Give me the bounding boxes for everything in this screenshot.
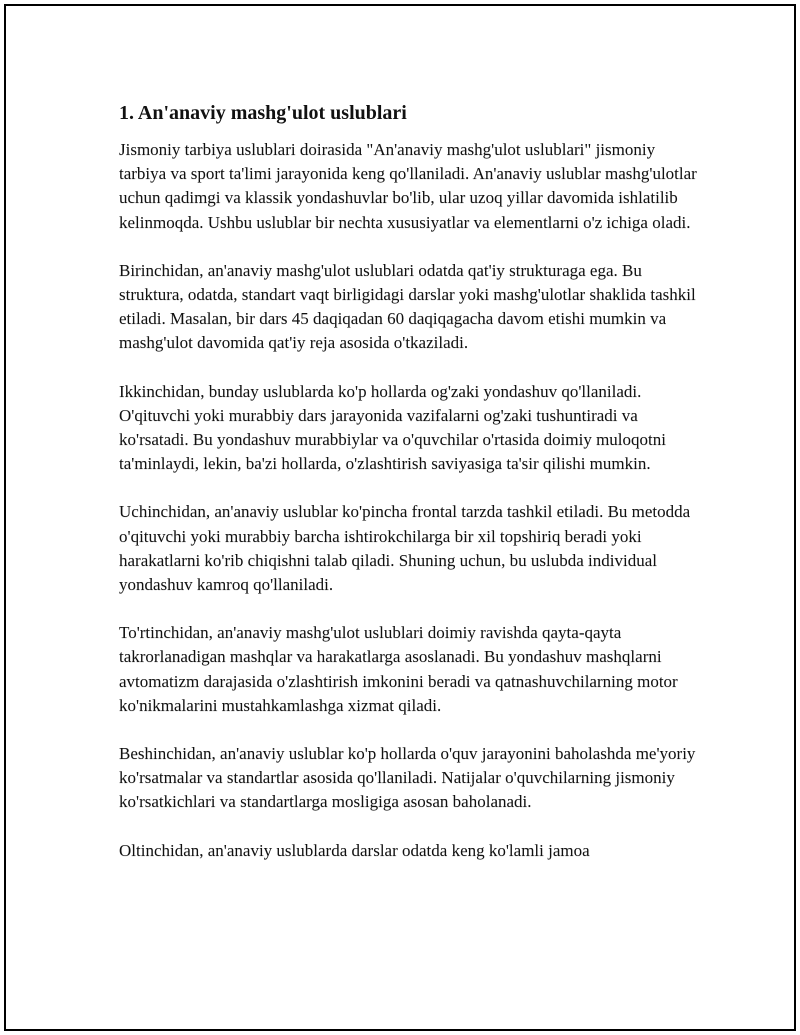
paragraph-7: Oltinchidan, an'anaviy uslublarda darslar odatda keng ko'lamli jamoa [119, 840, 590, 860]
paragraph-2: Birinchidan, an'anaviy mashg'ulot uslublari odatda qat'iy strukturaga ega. Bu struktura, odatda, standart vaqt birligidagi darslar yoki mashg'ulotlar shaklida tashkil etiladi. Masalan, bir dars 45 daqiqadan 60 daqiqagacha davom etishi mumkin va mashg'ulot davomida qat'iy reja asosida o'tkaziladi. [119, 260, 696, 353]
paragraph-6: Beshinchidan, an'anaviy uslublar ko'p hollarda o'quv jarayonini baholashda me'yoriy ko'rsatmalar va standartlar asosida qo'llaniladi. Natijalar o'quvchilarning jismoniy ko'rsatkichlari va standartlarga mosligiga asosan baholanadi. [119, 744, 696, 812]
paragraph-1: Jismoniy tarbiya uslublari doirasida "An'anaviy mashg'ulot uslublari" jismoniy tarbiya va sport ta'limi jarayonida keng qo'llaniladi. An'anaviy uslublar mashg'ulotlar uchun qadimgi va klassik yondashuvlar bo'lib, ular uzoq yillar davomida ishlatilib kelinmoqda. Ushbu uslublar bir nechta xususiyatlar va elementlarni o'z ichiga oladi. [119, 140, 697, 232]
document-body [119, 138, 699, 863]
document-page [4, 4, 796, 1031]
paragraph-5: To'rtinchidan, an'anaviy mashg'ulot uslublari doimiy ravishda qayta-qayta takrorlanadigan mashqlar va harakatlarga asoslanadi. Bu yondashuv mashqlarni avtomatizm darajasida o'zlashtirish imkonini beradi va qatnashuvchilarning motor ko'nikmalarini mustahkamlashga xizmat qiladi. [119, 623, 678, 715]
document-content [119, 86, 699, 887]
paragraph-4: Uchinchidan, an'anaviy uslublar ko'pincha frontal tarzda tashkil etiladi. Bu metodda o'qituvchi yoki murabbiy barcha ishtirokchilarga bir xil topshiriq beradi yoki harakatlarni ko'rib chiqishni talab qiladi. Shuning uchun, bu uslubda individual yondashuv kamroq qo'llaniladi. [119, 502, 691, 595]
paragraph-3: Ikkinchidan, bunday uslublarda ko'p hollarda og'zaki yondashuv qo'llaniladi. O'qituvchi yoki murabbiy dars jarayonida vazifalarni og'zaki tushuntiradi va ko'rsatadi. Bu yondashuv murabbiylar va o'quvchilar o'rtasida doimiy muloqotni ta'minlaydi, lekin, ba'zi hollarda, o'zlashtirish saviyasiga ta'sir qilishi mumkin. [119, 381, 666, 474]
section-title: 1. An'anaviy mashg'ulot uslublari [119, 102, 407, 124]
